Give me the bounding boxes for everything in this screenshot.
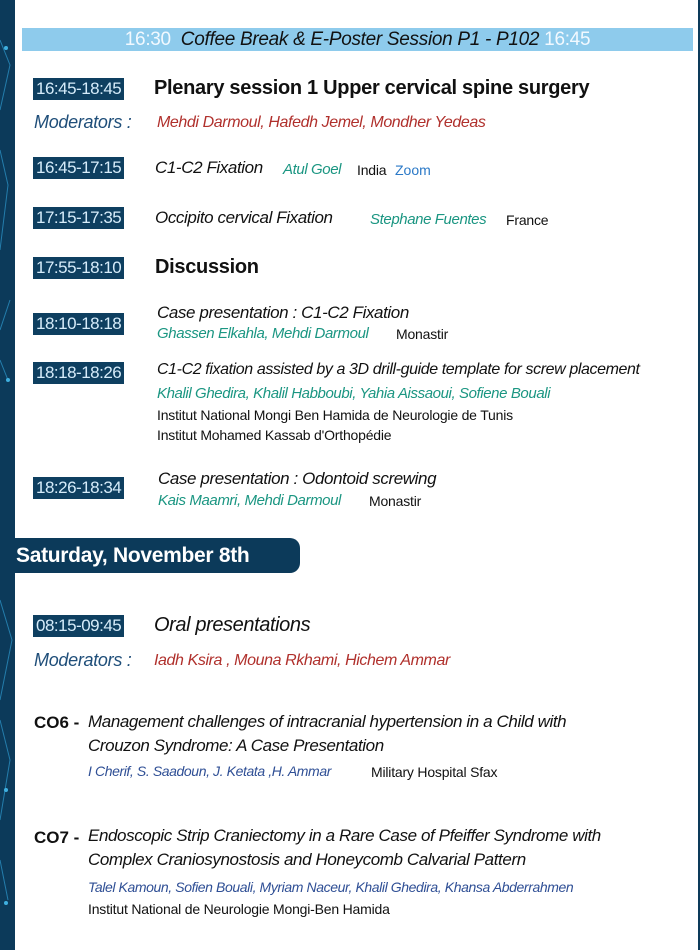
session-title: Oral presentations <box>154 614 311 636</box>
affiliation: Institut National de Neurologie Mongi-Ben Hamida <box>88 901 390 917</box>
abstract-title: Complex Craniosynostosis and Honeycomb Calvarial Pattern <box>88 850 526 869</box>
speaker: Stephane Fuentes <box>370 211 487 228</box>
zoom-link[interactable]: Zoom <box>395 162 431 178</box>
country: France <box>506 212 549 228</box>
time-badge: 16:45-17:15 <box>33 157 124 179</box>
coffee-start: 16:30 <box>124 29 171 50</box>
affiliation: Military Hospital Sfax <box>371 764 498 780</box>
coffee-title: Coffee Break & E-Poster Session P1 - P102 <box>180 29 540 50</box>
authors: Talel Kamoun, Sofien Bouali, Myriam Naceur, Khalil Ghedira, Khansa Abderrahmen <box>88 879 574 895</box>
speaker: Ghassen Elkahla, Mehdi Darmoul <box>157 325 369 342</box>
time-badge: 18:26-18:34 <box>33 477 124 499</box>
talk-title: Case presentation : C1-C2 Fixation <box>157 303 409 322</box>
speaker: Khalil Ghedira, Khalil Habboubi, Yahia Aissaoui, Sofiene Bouali <box>157 385 551 402</box>
talk-title: Occipito cervical Fixation <box>155 208 333 227</box>
time-badge: 17:15-17:35 <box>33 207 124 229</box>
talk-title: C1-C2 fixation assisted by a 3D drill-guide template for screw placement <box>157 361 640 378</box>
abstract-title: Crouzon Syndrome: A Case Presentation <box>88 736 384 755</box>
affiliation: Institut National Mongi Ben Hamida de Neurologie de Tunis <box>157 407 513 423</box>
speaker: Atul Goel <box>283 161 342 178</box>
session-title: Plenary session 1 Upper cervical spine surgery <box>154 77 590 99</box>
country: India <box>357 162 387 178</box>
abstract-title: Management challenges of intracranial hypertension in a Child with <box>88 712 567 731</box>
coffee-end: 16:45 <box>544 29 591 50</box>
abstract-code: CO7 - <box>34 828 80 847</box>
day-header: Saturday, November 8th <box>0 538 300 573</box>
country: Monastir <box>369 493 422 509</box>
abstract-title: Endoscopic Strip Craniectomy in a Rare Case of Pfeiffer Syndrome with <box>88 826 601 845</box>
time-badge: 18:10-18:18 <box>33 313 124 335</box>
talk-title: C1-C2 Fixation <box>155 158 263 177</box>
time-badge: 16:45-18:45 <box>33 78 124 100</box>
moderators-names: Iadh Ksira , Mouna Rkhami, Hichem Ammar <box>154 652 450 669</box>
speaker: Kais Maamri, Mehdi Darmoul <box>158 492 341 509</box>
time-badge: 18:18-18:26 <box>33 362 124 384</box>
affiliation: Institut Mohamed Kassab d'Orthopédie <box>157 427 392 443</box>
coffee-break-banner <box>22 28 693 51</box>
time-badge: 08:15-09:45 <box>33 615 124 637</box>
country: Monastir <box>396 326 449 342</box>
authors: I Cherif, S. Saadoun, J. Ketata ,H. Ammar <box>88 763 331 779</box>
moderators-label: Moderators : <box>34 650 132 670</box>
moderators-label: Moderators : <box>34 112 132 132</box>
decorative-network-strip <box>0 0 15 950</box>
network-pattern-icon <box>0 0 15 950</box>
time-badge: 17:55-18:10 <box>33 257 124 279</box>
moderators-names: Mehdi Darmoul, Hafedh Jemel, Mondher Yedeas <box>157 114 486 131</box>
talk-title: Discussion <box>155 256 259 278</box>
abstract-code: CO6 - <box>34 713 80 732</box>
talk-title: Case presentation : Odontoid screwing <box>158 469 437 488</box>
